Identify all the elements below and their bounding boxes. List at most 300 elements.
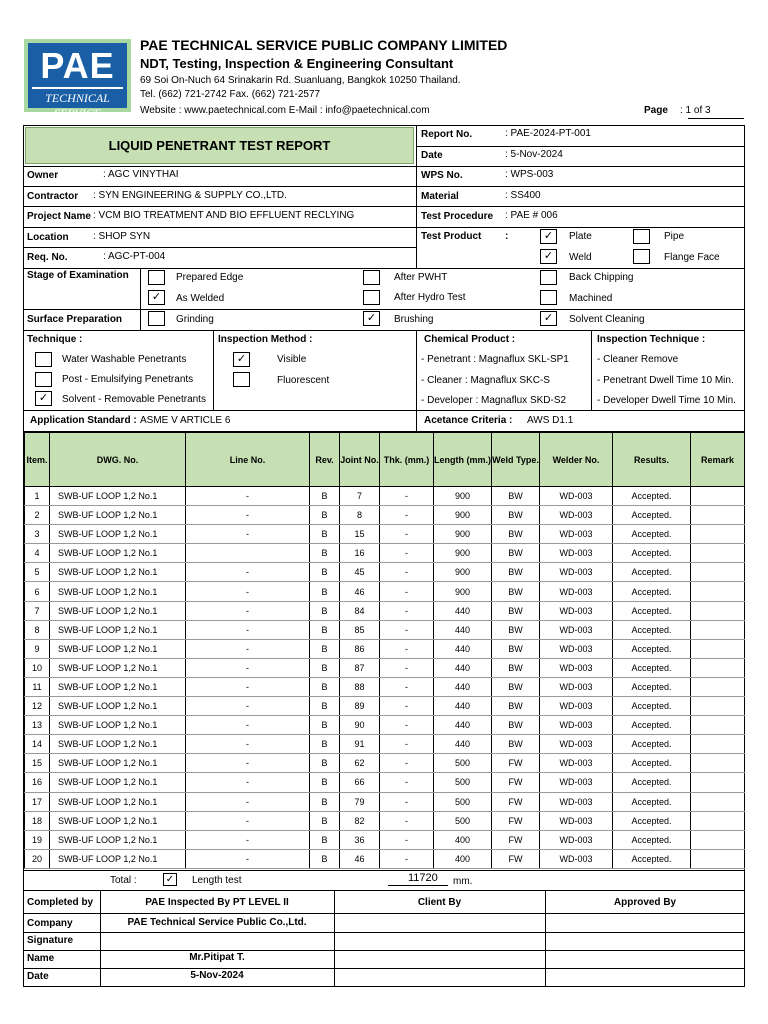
- cell-dwg-no: SWB-UF LOOP 1,2 No.1: [50, 639, 186, 658]
- cell-rev: B: [310, 735, 340, 754]
- test-product-label: Test Product: [421, 231, 482, 242]
- cell-joint-no: 82: [340, 811, 380, 830]
- cell-welder-no: WD-003: [540, 830, 613, 849]
- machined-checkbox[interactable]: [540, 290, 557, 305]
- completed-by-label: Completed by: [27, 897, 94, 908]
- cell-length: 900: [434, 506, 492, 525]
- cell-joint-no: 45: [340, 563, 380, 582]
- as-welded-checkbox[interactable]: ✓: [148, 290, 165, 305]
- cell-rev: B: [310, 582, 340, 601]
- cell-thk: -: [380, 697, 434, 716]
- cell-thk: -: [380, 677, 434, 696]
- table-row: [25, 754, 745, 773]
- cell-joint-no: 84: [340, 601, 380, 620]
- cell-line-no: -: [186, 697, 310, 716]
- cell-line-no: -: [186, 506, 310, 525]
- solvent-cleaning-checkbox[interactable]: ✓: [540, 311, 557, 326]
- wps-value: : WPS-003: [505, 169, 554, 180]
- cell-results: Accepted.: [613, 487, 691, 506]
- col-header-dwg-no: DWG. No.: [50, 433, 186, 487]
- water-washable-checkbox[interactable]: [35, 352, 52, 367]
- company-tel: Tel. (662) 721-2742 Fax. (662) 721-2577: [140, 89, 321, 100]
- cell-remark: [691, 639, 745, 658]
- cell-dwg-no: SWB-UF LOOP 1,2 No.1: [50, 582, 186, 601]
- date-label: Date: [421, 150, 443, 161]
- cell-joint-no: 90: [340, 716, 380, 735]
- solvent-removable-label: Solvent - Removable Penetrants: [62, 394, 206, 405]
- cell-thk: -: [380, 830, 434, 849]
- solvent-removable-checkbox[interactable]: ✓: [35, 391, 52, 406]
- cell-item: 7: [25, 601, 50, 620]
- cell-item: 12: [25, 697, 50, 716]
- table-row: [25, 620, 745, 639]
- cell-thk: -: [380, 525, 434, 544]
- report-title-box: [25, 127, 414, 164]
- table-row: [25, 525, 745, 544]
- acceptance-criteria-label: Acetance Criteria :: [424, 415, 513, 426]
- cell-dwg-no: SWB-UF LOOP 1,2 No.1: [50, 754, 186, 773]
- cell-remark: [691, 716, 745, 735]
- cell-weld-type: BW: [492, 620, 540, 639]
- table-row: [25, 811, 745, 830]
- cell-results: Accepted.: [613, 639, 691, 658]
- cell-line-no: -: [186, 849, 310, 868]
- col-header-welder-no: Welder No.: [540, 433, 613, 487]
- total-value: 11720: [408, 872, 438, 884]
- water-washable-label: Water Washable Penetrants: [62, 354, 187, 365]
- cell-welder-no: WD-003: [540, 697, 613, 716]
- cell-length: 440: [434, 677, 492, 696]
- name-value: Mr.Pitipat T.: [189, 952, 245, 963]
- cell-line-no: -: [186, 830, 310, 849]
- cell-remark: [691, 754, 745, 773]
- cell-item: 20: [25, 849, 50, 868]
- cell-item: 5: [25, 563, 50, 582]
- cell-dwg-no: SWB-UF LOOP 1,2 No.1: [50, 773, 186, 792]
- cell-remark: [691, 811, 745, 830]
- grinding-checkbox[interactable]: [148, 311, 165, 326]
- cell-rev: B: [310, 544, 340, 563]
- cell-item: 3: [25, 525, 50, 544]
- cell-welder-no: WD-003: [540, 506, 613, 525]
- cell-item: 11: [25, 677, 50, 696]
- cell-thk: -: [380, 716, 434, 735]
- cell-joint-no: 66: [340, 773, 380, 792]
- cell-weld-type: BW: [492, 601, 540, 620]
- cell-line-no: -: [186, 735, 310, 754]
- cell-weld-type: BW: [492, 716, 540, 735]
- cell-thk: -: [380, 811, 434, 830]
- as-welded-label: As Welded: [176, 293, 225, 304]
- cell-line-no: -: [186, 792, 310, 811]
- cell-item: 14: [25, 735, 50, 754]
- cell-line-no: -: [186, 525, 310, 544]
- cell-welder-no: WD-003: [540, 677, 613, 696]
- cell-thk: -: [380, 773, 434, 792]
- cell-thk: -: [380, 506, 434, 525]
- cell-item: 2: [25, 506, 50, 525]
- cell-welder-no: WD-003: [540, 639, 613, 658]
- cell-welder-no: WD-003: [540, 658, 613, 677]
- cell-weld-type: BW: [492, 697, 540, 716]
- pae-inspected-label: PAE Inspected By PT LEVEL II: [145, 897, 289, 908]
- grinding-label: Grinding: [176, 314, 214, 325]
- test-product-colon: :: [505, 231, 509, 242]
- length-test-checkbox[interactable]: ✓: [163, 873, 177, 886]
- flange-face-label: Flange Face: [664, 252, 720, 263]
- cell-welder-no: WD-003: [540, 735, 613, 754]
- cell-results: Accepted.: [613, 697, 691, 716]
- cell-rev: B: [310, 849, 340, 868]
- cell-weld-type: BW: [492, 735, 540, 754]
- owner-label: Owner: [27, 170, 59, 181]
- chemical-penetrant: - Penetrant : Magnaflux SKL-SP1: [421, 354, 569, 365]
- table-row: [25, 716, 745, 735]
- cell-joint-no: 88: [340, 677, 380, 696]
- cell-line-no: -: [186, 601, 310, 620]
- contractor-label: Contractor: [27, 191, 79, 202]
- cell-dwg-no: SWB-UF LOOP 1,2 No.1: [50, 563, 186, 582]
- cell-results: Accepted.: [613, 773, 691, 792]
- cell-dwg-no: SWB-UF LOOP 1,2 No.1: [50, 811, 186, 830]
- cell-results: Accepted.: [613, 754, 691, 773]
- cell-dwg-no: SWB-UF LOOP 1,2 No.1: [50, 677, 186, 696]
- cleaner-remove: - Cleaner Remove: [597, 354, 679, 365]
- report-title: LIQUID PENETRANT TEST REPORT: [108, 138, 331, 153]
- table-row: [25, 697, 745, 716]
- chemical-label: Chemical Product :: [424, 334, 516, 345]
- cell-dwg-no: SWB-UF LOOP 1,2 No.1: [50, 830, 186, 849]
- cell-remark: [691, 658, 745, 677]
- cell-welder-no: WD-003: [540, 601, 613, 620]
- cell-rev: B: [310, 525, 340, 544]
- cell-line-no: -: [186, 754, 310, 773]
- table-row: [25, 582, 745, 601]
- cell-welder-no: WD-003: [540, 582, 613, 601]
- table-row: [25, 544, 745, 563]
- cell-joint-no: 7: [340, 487, 380, 506]
- cell-joint-no: 46: [340, 582, 380, 601]
- page-label: Page: [644, 105, 668, 116]
- visible-checkbox[interactable]: ✓: [233, 352, 250, 367]
- cell-rev: B: [310, 506, 340, 525]
- length-test-label: Length test: [192, 875, 242, 886]
- cell-dwg-no: SWB-UF LOOP 1,2 No.1: [50, 544, 186, 563]
- cell-welder-no: WD-003: [540, 811, 613, 830]
- cell-thk: -: [380, 658, 434, 677]
- table-row: [25, 487, 745, 506]
- cell-remark: [691, 563, 745, 582]
- penetrant-dwell: - Penetrant Dwell Time 10 Min.: [597, 375, 734, 386]
- cell-thk: -: [380, 601, 434, 620]
- cell-thk: -: [380, 563, 434, 582]
- cell-weld-type: FW: [492, 754, 540, 773]
- cell-line-no: -: [186, 773, 310, 792]
- cell-joint-no: 15: [340, 525, 380, 544]
- cell-rev: B: [310, 658, 340, 677]
- technique-label: Technique :: [27, 334, 83, 345]
- total-unit: mm.: [453, 876, 473, 887]
- table-row: [25, 830, 745, 849]
- col-header-results: Results.: [613, 433, 691, 487]
- cell-item: 19: [25, 830, 50, 849]
- cell-weld-type: BW: [492, 658, 540, 677]
- total-label: Total :: [110, 875, 137, 886]
- cell-remark: [691, 697, 745, 716]
- cell-length: 440: [434, 735, 492, 754]
- cell-weld-type: BW: [492, 639, 540, 658]
- project-value: : VCM BIO TREATMENT AND BIO EFFLUENT RECLYING: [93, 210, 355, 221]
- col-header-item: Item.: [25, 433, 50, 487]
- col-header-weld-type: Weld Type.: [492, 433, 540, 487]
- cell-length: 500: [434, 811, 492, 830]
- cell-weld-type: BW: [492, 544, 540, 563]
- cell-remark: [691, 506, 745, 525]
- cell-rev: B: [310, 830, 340, 849]
- cell-length: 500: [434, 773, 492, 792]
- cell-item: 8: [25, 620, 50, 639]
- cell-thk: -: [380, 849, 434, 868]
- date-sign-value: 5-Nov-2024: [190, 970, 244, 981]
- table-row: [25, 677, 745, 696]
- weld-checkbox[interactable]: ✓: [540, 249, 557, 264]
- after-hydro-label: After Hydro Test: [394, 292, 466, 303]
- table-row: [25, 773, 745, 792]
- cell-length: 400: [434, 830, 492, 849]
- after-pwht-label: After PWHT: [394, 272, 448, 283]
- cell-welder-no: WD-003: [540, 487, 613, 506]
- material-value: : SS400: [505, 190, 541, 201]
- post-emulsifying-checkbox[interactable]: [35, 372, 52, 387]
- cell-joint-no: 91: [340, 735, 380, 754]
- pipe-label: Pipe: [664, 231, 685, 242]
- after-hydro-checkbox[interactable]: [363, 290, 380, 305]
- cell-weld-type: FW: [492, 792, 540, 811]
- cell-results: Accepted.: [613, 677, 691, 696]
- cell-results: Accepted.: [613, 735, 691, 754]
- logo-subtext: TECHNICAL SERVICE: [45, 91, 110, 120]
- cell-length: 440: [434, 601, 492, 620]
- cell-line-no: -: [186, 563, 310, 582]
- cell-welder-no: WD-003: [540, 544, 613, 563]
- cell-rev: B: [310, 563, 340, 582]
- cell-length: 900: [434, 544, 492, 563]
- cell-rev: B: [310, 639, 340, 658]
- cell-welder-no: WD-003: [540, 773, 613, 792]
- cell-joint-no: 86: [340, 639, 380, 658]
- cell-joint-no: 16: [340, 544, 380, 563]
- cell-thk: -: [380, 582, 434, 601]
- col-header-length: Length (mm.): [434, 433, 492, 487]
- surface-label: Surface Preparation: [27, 314, 123, 325]
- date-value: : 5-Nov-2024: [505, 149, 563, 160]
- pipe-checkbox[interactable]: [633, 229, 650, 244]
- cell-remark: [691, 582, 745, 601]
- cell-length: 440: [434, 639, 492, 658]
- report-no-value: : PAE-2024-PT-001: [505, 128, 591, 139]
- owner-value: : AGC VINYTHAI: [103, 169, 179, 180]
- cell-length: 900: [434, 563, 492, 582]
- brushing-checkbox[interactable]: ✓: [363, 311, 380, 326]
- back-chipping-checkbox[interactable]: [540, 270, 557, 285]
- application-standard-value: ASME V ARTICLE 6: [140, 415, 231, 426]
- company-value: PAE Technical Service Public Co.,Ltd.: [127, 917, 307, 928]
- cell-remark: [691, 677, 745, 696]
- page-number: : 1 of 3: [680, 105, 711, 116]
- cell-rev: B: [310, 697, 340, 716]
- cell-line-no: -: [186, 716, 310, 735]
- machined-label: Machined: [569, 293, 613, 304]
- cell-weld-type: BW: [492, 563, 540, 582]
- cell-item: 10: [25, 658, 50, 677]
- table-row: [25, 601, 745, 620]
- location-label: Location: [27, 232, 69, 243]
- flange-face-checkbox[interactable]: [633, 249, 650, 264]
- signature-label: Signature: [27, 935, 74, 946]
- cell-remark: [691, 525, 745, 544]
- prepared-edge-label: Prepared Edge: [176, 272, 244, 283]
- cell-results: Accepted.: [613, 811, 691, 830]
- cell-thk: -: [380, 792, 434, 811]
- company-label: Company: [27, 918, 73, 929]
- company-web: Website : www.paetechnical.com E-Mail : info@paetechnical.com: [140, 105, 430, 116]
- cell-dwg-no: SWB-UF LOOP 1,2 No.1: [50, 620, 186, 639]
- cell-rev: B: [310, 792, 340, 811]
- cell-dwg-no: SWB-UF LOOP 1,2 No.1: [50, 697, 186, 716]
- cell-length: 500: [434, 792, 492, 811]
- req-label: Req. No.: [27, 252, 68, 263]
- fluorescent-label: Fluorescent: [277, 375, 330, 386]
- cell-dwg-no: SWB-UF LOOP 1,2 No.1: [50, 658, 186, 677]
- cell-rev: B: [310, 677, 340, 696]
- chemical-developer: - Developer : Magnaflux SKD-S2: [421, 395, 567, 406]
- cell-results: Accepted.: [613, 582, 691, 601]
- company-address: 69 Soi On-Nuch 64 Srinakarin Rd. Suanluang, Bangkok 10250 Thailand.: [140, 75, 461, 86]
- fluorescent-checkbox[interactable]: [233, 372, 250, 387]
- cell-results: Accepted.: [613, 830, 691, 849]
- cell-dwg-no: SWB-UF LOOP 1,2 No.1: [50, 792, 186, 811]
- logo-text: PAE: [40, 45, 115, 86]
- acceptance-criteria-value: AWS D1.1: [527, 415, 574, 426]
- col-header-line-no: Line No.: [186, 433, 310, 487]
- company-name: PAE TECHNICAL SERVICE PUBLIC COMPANY LIMITED: [140, 37, 508, 53]
- post-emulsifying-label: Post - Emulsifying Penetrants: [62, 374, 194, 385]
- solvent-cleaning-label: Solvent Cleaning: [569, 314, 645, 325]
- cell-rev: B: [310, 620, 340, 639]
- report-no-label: Report No.: [421, 129, 473, 140]
- cell-length: 440: [434, 697, 492, 716]
- cell-joint-no: 8: [340, 506, 380, 525]
- cell-weld-type: FW: [492, 849, 540, 868]
- cell-thk: -: [380, 735, 434, 754]
- cell-line-no: -: [186, 639, 310, 658]
- cell-item: 4: [25, 544, 50, 563]
- cell-thk: -: [380, 544, 434, 563]
- cell-joint-no: 62: [340, 754, 380, 773]
- cell-rev: B: [310, 487, 340, 506]
- results-table: [24, 432, 745, 869]
- cell-results: Accepted.: [613, 620, 691, 639]
- procedure-value: : PAE # 006: [505, 210, 558, 221]
- cell-line-no: -: [186, 582, 310, 601]
- table-row: [25, 506, 745, 525]
- plate-label: Plate: [569, 231, 592, 242]
- cell-weld-type: BW: [492, 677, 540, 696]
- cell-dwg-no: SWB-UF LOOP 1,2 No.1: [50, 716, 186, 735]
- cell-results: Accepted.: [613, 544, 691, 563]
- location-value: : SHOP SYN: [93, 231, 151, 242]
- cell-length: 400: [434, 849, 492, 868]
- cell-item: 1: [25, 487, 50, 506]
- plate-checkbox[interactable]: ✓: [540, 229, 557, 244]
- cell-results: Accepted.: [613, 849, 691, 868]
- col-header-rev: Rev.: [310, 433, 340, 487]
- cell-results: Accepted.: [613, 792, 691, 811]
- cell-remark: [691, 849, 745, 868]
- cell-remark: [691, 601, 745, 620]
- cell-rev: B: [310, 773, 340, 792]
- cell-item: 15: [25, 754, 50, 773]
- material-label: Material: [421, 191, 459, 202]
- cell-length: 440: [434, 620, 492, 639]
- cell-welder-no: WD-003: [540, 620, 613, 639]
- cell-joint-no: 46: [340, 849, 380, 868]
- cell-welder-no: WD-003: [540, 716, 613, 735]
- cell-welder-no: WD-003: [540, 849, 613, 868]
- procedure-label: Test Procedure: [421, 211, 494, 222]
- prepared-edge-checkbox[interactable]: [148, 270, 165, 285]
- cell-welder-no: WD-003: [540, 525, 613, 544]
- cell-rev: B: [310, 811, 340, 830]
- stage-label: Stage of Examination: [27, 270, 129, 281]
- cell-joint-no: 85: [340, 620, 380, 639]
- cell-joint-no: 89: [340, 697, 380, 716]
- cell-dwg-no: SWB-UF LOOP 1,2 No.1: [50, 849, 186, 868]
- cell-item: 18: [25, 811, 50, 830]
- cell-length: 900: [434, 487, 492, 506]
- cell-remark: [691, 620, 745, 639]
- brushing-label: Brushing: [394, 314, 434, 325]
- cell-results: Accepted.: [613, 658, 691, 677]
- application-standard-label: Application Standard :: [30, 415, 137, 426]
- cell-weld-type: BW: [492, 582, 540, 601]
- after-pwht-checkbox[interactable]: [363, 270, 380, 285]
- cell-remark: [691, 792, 745, 811]
- inspection-technique-label: Inspection Technique :: [597, 334, 706, 345]
- cell-item: 6: [25, 582, 50, 601]
- cell-dwg-no: SWB-UF LOOP 1,2 No.1: [50, 525, 186, 544]
- cell-dwg-no: SWB-UF LOOP 1,2 No.1: [50, 487, 186, 506]
- cell-results: Accepted.: [613, 716, 691, 735]
- cell-welder-no: WD-003: [540, 792, 613, 811]
- cell-thk: -: [380, 620, 434, 639]
- company-tagline: NDT, Testing, Inspection & Engineering Consultant: [140, 56, 454, 71]
- table-header-row: [25, 433, 745, 487]
- date-sign-label: Date: [27, 971, 49, 982]
- cell-thk: -: [380, 754, 434, 773]
- cell-joint-no: 87: [340, 658, 380, 677]
- cell-item: 17: [25, 792, 50, 811]
- cell-rev: B: [310, 716, 340, 735]
- cell-line-no: -: [186, 487, 310, 506]
- cell-results: Accepted.: [613, 563, 691, 582]
- table-row: [25, 658, 745, 677]
- cell-weld-type: BW: [492, 487, 540, 506]
- cell-results: Accepted.: [613, 601, 691, 620]
- cell-results: Accepted.: [613, 506, 691, 525]
- client-by-label: Client By: [417, 897, 462, 908]
- col-header-joint-no: Joint No.: [340, 433, 380, 487]
